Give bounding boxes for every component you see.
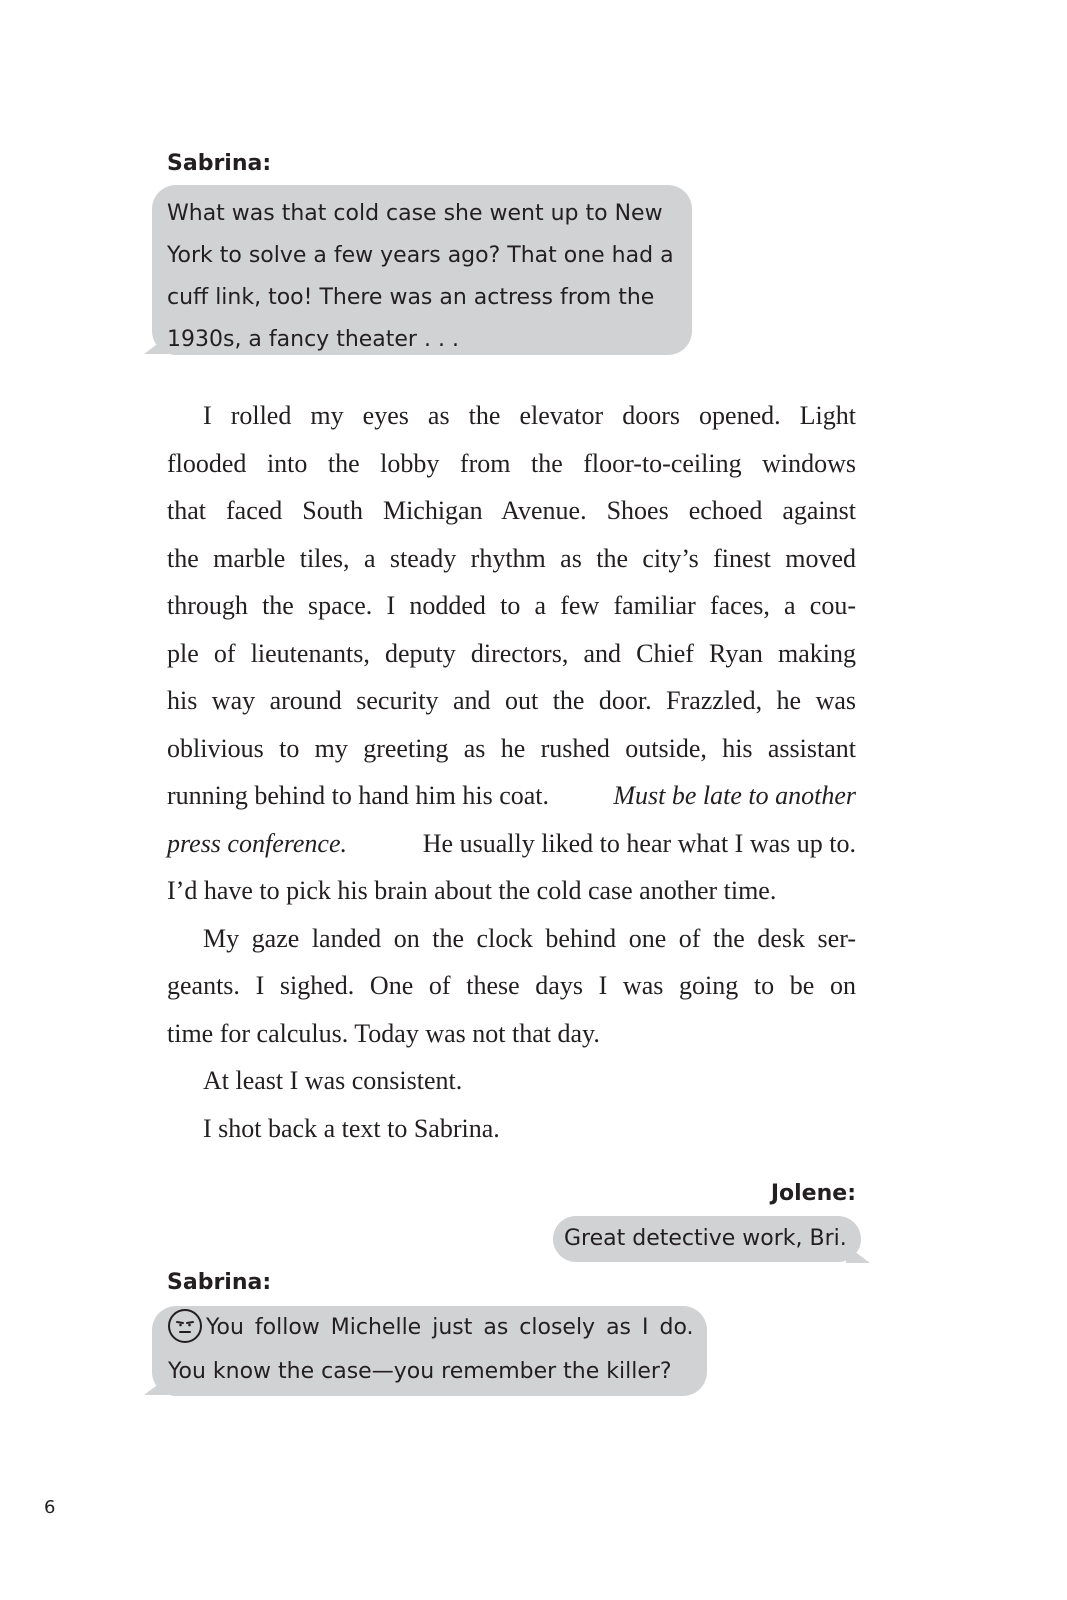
prose-line: I rolled my eyes as the elevator doors opened. Light (203, 401, 856, 430)
prose-line: At least I was consistent. (203, 1066, 463, 1095)
prose-line: geants. I sighed. One of these days I was going to be on (167, 971, 856, 1000)
message-bubble-sabrina-2 (152, 1306, 707, 1396)
page-number: 6 (44, 1497, 56, 1518)
prose-line: through the space. I nodded to a few familiar faces, a cou- (167, 591, 856, 620)
prose-text: running behind to hand him his coat. (167, 781, 550, 810)
prose-line: My gaze landed on the clock behind one of the desk ser- (203, 923, 856, 953)
prose-line: time for calculus. Today was not that day. (167, 1018, 600, 1048)
sender-label-jolene: Jolene: (770, 1181, 856, 1206)
sender-label-sabrina-2: Sabrina: (167, 1270, 272, 1295)
prose-line: ple of lieutenants, deputy directors, and Chief Ryan making (167, 638, 856, 668)
prose-line: oblivious to my greeting as he rushed outside, his assistant (167, 733, 856, 763)
message-line: Great detective work, Bri. (564, 1226, 847, 1251)
bubble-tail (846, 1245, 870, 1263)
prose-line: flooded into the lobby from the floor-to-ceiling windows (167, 448, 856, 478)
message-line: You know the case—you remember the killer? (168, 1359, 672, 1384)
sender-label-sabrina-1: Sabrina: (167, 151, 272, 176)
prose-line: the marble tiles, a steady rhythm as the city’s finest moved (167, 543, 856, 573)
message-bubble-sabrina-1 (152, 185, 692, 355)
bubble-tail (144, 1377, 168, 1395)
prose-italic-text: press conference. (167, 828, 348, 858)
prose-line: I shot back a text to Sabrina. (203, 1113, 500, 1143)
prose-line (167, 820, 856, 868)
message-line: cuff link, too! There was an actress from the (167, 285, 655, 310)
bubble-tail (144, 336, 168, 354)
message-line: What was that cold case she went up to New (167, 201, 663, 226)
prose-line (167, 772, 856, 820)
prose-italic-text: Must be late to another (613, 781, 856, 810)
message-line: York to solve a few years ago? That one had a (167, 243, 674, 268)
narrative-text (167, 392, 856, 1152)
message-line: 1930s, a fancy theater . . . (167, 327, 459, 352)
annoyed-face-icon (168, 1309, 202, 1343)
prose-line: that faced South Michigan Avenue. Shoes echoed against (167, 496, 856, 525)
prose-line: his way around security and out the door. Frazzled, he was (167, 686, 856, 715)
message-bubble-jolene (553, 1216, 861, 1262)
prose-line: I’d have to pick his brain about the cold case another time. (167, 876, 777, 905)
message-line (168, 1306, 707, 1350)
message-text: You follow Michelle just as closely as I do. (206, 1315, 694, 1340)
prose-text: He usually liked to hear what I was up to. (422, 828, 856, 858)
